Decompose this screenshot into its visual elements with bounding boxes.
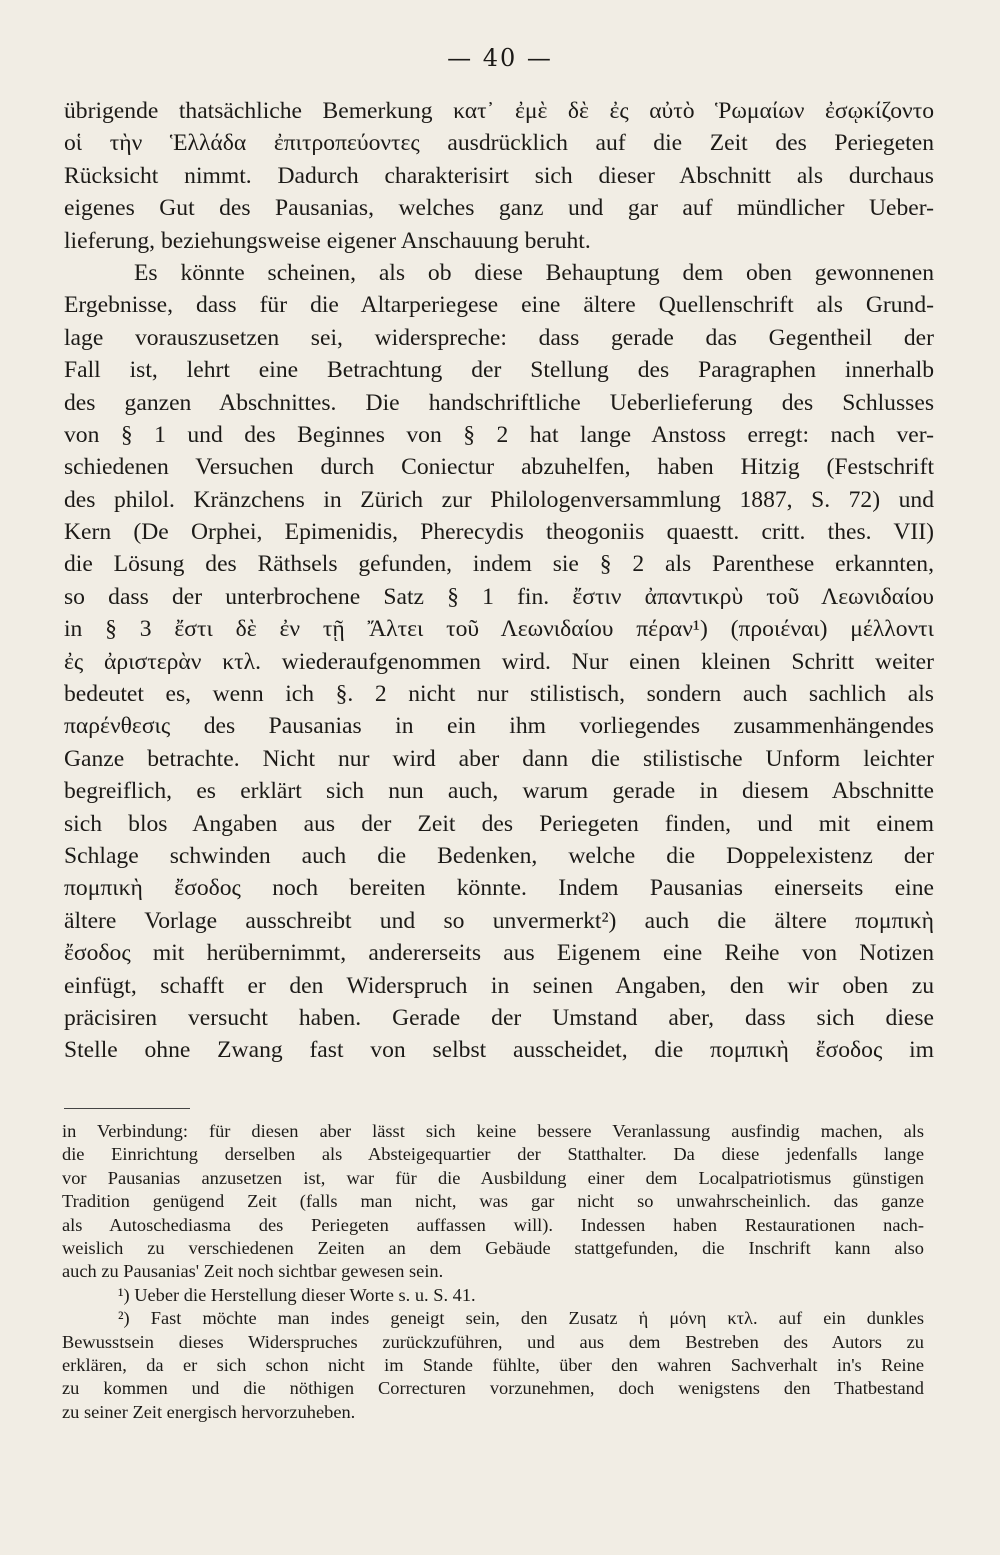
footnote-line: Bewusstsein dieses Widerspruches zurückzuführen, und aus dem Bestreben des Autors zu <box>62 1331 924 1352</box>
text-line: Kern (De Orphei, Epimenidis, Pherecydis theogoniis quaestt. critt. thes. VII) <box>64 519 934 546</box>
text-line: sich blos Angaben aus der Zeit des Periegeten finden, und mit einem <box>64 810 934 837</box>
text-line: Rücksicht nimmt. Dadurch charakterisirt sich dieser Abschnitt als durchaus <box>64 162 934 189</box>
footnote-line: weislich zu verschiedenen Zeiten an dem Gebäude stattgefunden, die Inschrift kann also <box>62 1237 924 1258</box>
text-line: des ganzen Abschnittes. Die handschriftliche Ueberlieferung des Schlusses <box>64 389 934 416</box>
text-line: Schlage schwinden auch die Bedenken, welche die Doppelexistenz der <box>64 842 934 869</box>
text-line: einfügt, schafft er den Widerspruch in seinen Angaben, den wir oben zu <box>64 972 934 999</box>
footnote-divider <box>64 1108 190 1109</box>
text-line: πομπικὴ ἔσοδος noch bereiten könnte. Indem Pausanias einerseits eine <box>64 875 934 902</box>
text-line: lieferung, beziehungsweise eigener Anschauung beruht. <box>64 227 591 254</box>
text-line: übrigende thatsächliche Bemerkung κατ᾽ ἐμὲ δὲ ἐς αὐτὸ Ῥωμαίων ἐσῳκίζοντο <box>64 98 934 124</box>
text-line: ἐς ἀριστερὰν κτλ. wiederaufgenommen wird. Nur einen kleinen Schritt weiter <box>64 648 934 675</box>
text-line: begreiflich, es erklärt sich nun auch, warum gerade in diesem Abschnitte <box>64 778 934 805</box>
footnote-line: in Verbindung: für diesen aber lässt sich keine bessere Veranlassung ausfindig machen, als <box>62 1121 924 1141</box>
main-text <box>64 95 934 1067</box>
text-line: Ergebnisse, dass für die Altarperiegese eine ältere Quellenschrift als Grund- <box>64 292 934 319</box>
text-line: in § 3 ἔστι δὲ ἐν τῇ Ἄλτει τοῦ Λεωνιδαίου πέραν¹) (προιέναι) μέλλοντι <box>64 616 934 643</box>
footnotes <box>62 1120 924 1424</box>
text-line: präcisiren versucht haben. Gerade der Umstand aber, dass sich diese <box>64 1004 934 1031</box>
text-line: lage vorauszusetzen sei, widerspreche: dass gerade das Gegentheil der <box>64 324 934 351</box>
page-number: — 40 — <box>447 44 553 72</box>
text-line: so dass der unterbrochene Satz § 1 fin. ἔστιν ἀπαντικρὺ τοῦ Λεωνιδαίου <box>64 583 934 610</box>
text-line: Ganze betrachte. Nicht nur wird aber dann die stilistische Unform leichter <box>64 745 934 772</box>
footnote-2: ²) Fast möchte man indes geneigt sein, den Zusatz ἡ μόνη κτλ. auf ein dunkles <box>118 1308 924 1329</box>
text-line: Stelle ohne Zwang fast von selbst ausscheidet, die πομπικὴ ἔσοδος im <box>64 1037 934 1064</box>
footnote-line: erklären, da er sich schon nicht im Stande fühlte, über den wahren Sachverhalt in's Reine <box>62 1354 924 1375</box>
footnote-line: zu seiner Zeit energisch hervorzuheben. <box>62 1401 356 1422</box>
text-line: des philol. Kränzchens in Zürich zur Philologenversammlung 1887, S. 72) und <box>64 486 934 513</box>
footnote-line: die Einrichtung derselben als Absteigequartier der Statthalter. Da diese jedenfalls lange <box>62 1144 924 1165</box>
text-line: Fall ist, lehrt eine Betrachtung der Stellung des Paragraphen innerhalb <box>64 357 934 384</box>
footnote-line: Tradition genügend Zeit (falls man nicht, was gar nicht so unwahrscheinlich. das ganze <box>62 1191 924 1212</box>
text-line: eigenes Gut des Pausanias, welches ganz und gar auf mündlicher Ueber- <box>64 195 934 222</box>
footnote-1: ¹) Ueber die Herstellung dieser Worte s. u. S. 41. <box>118 1284 476 1305</box>
text-line: schiedenen Versuchen durch Coniectur abzuhelfen, haben Hitzig (Festschrift <box>64 454 934 481</box>
text-line: von § 1 und des Beginnes von § 2 hat lange Anstoss erregt: nach ver- <box>64 421 934 448</box>
text-line: die Lösung des Räthsels gefunden, indem sie § 2 als Parenthese erkannten, <box>64 551 934 578</box>
text-line: bedeutet es, wenn ich §. 2 nicht nur stilistisch, sondern auch sachlich als <box>64 681 934 708</box>
footnote-line: auch zu Pausanias' Zeit noch sichtbar gewesen sein. <box>62 1261 444 1282</box>
text-line: οἱ τὴν Ἑλλάδα ἐπιτροπεύοντες ausdrücklich auf die Zeit des Periegeten <box>64 130 934 157</box>
text-line: Es könnte scheinen, als ob diese Behauptung dem oben gewonnenen <box>134 259 934 286</box>
footnote-line: als Autoschediasma des Periegeten auffassen will). Indessen haben Restaurationen nach- <box>62 1214 924 1235</box>
text-line: παρένθεσις des Pausanias in ein ihm vorliegendes zusammenhängendes <box>64 713 934 740</box>
text-line: ἔσοδος mit herübernimmt, andererseits aus Eigenem eine Reihe von Notizen <box>64 940 934 967</box>
text-line: ältere Vorlage ausschreibt und so unvermerkt²) auch die ältere πομπικὴ <box>64 907 934 934</box>
footnote-line: vor Pausanias anzusetzen ist, war für die Ausbildung einer dem Localpatriotismus günstigen <box>62 1167 924 1188</box>
footnote-line: zu kommen und die nöthigen Correcturen vorzunehmen, doch wenigstens den Thatbestand <box>62 1378 924 1399</box>
